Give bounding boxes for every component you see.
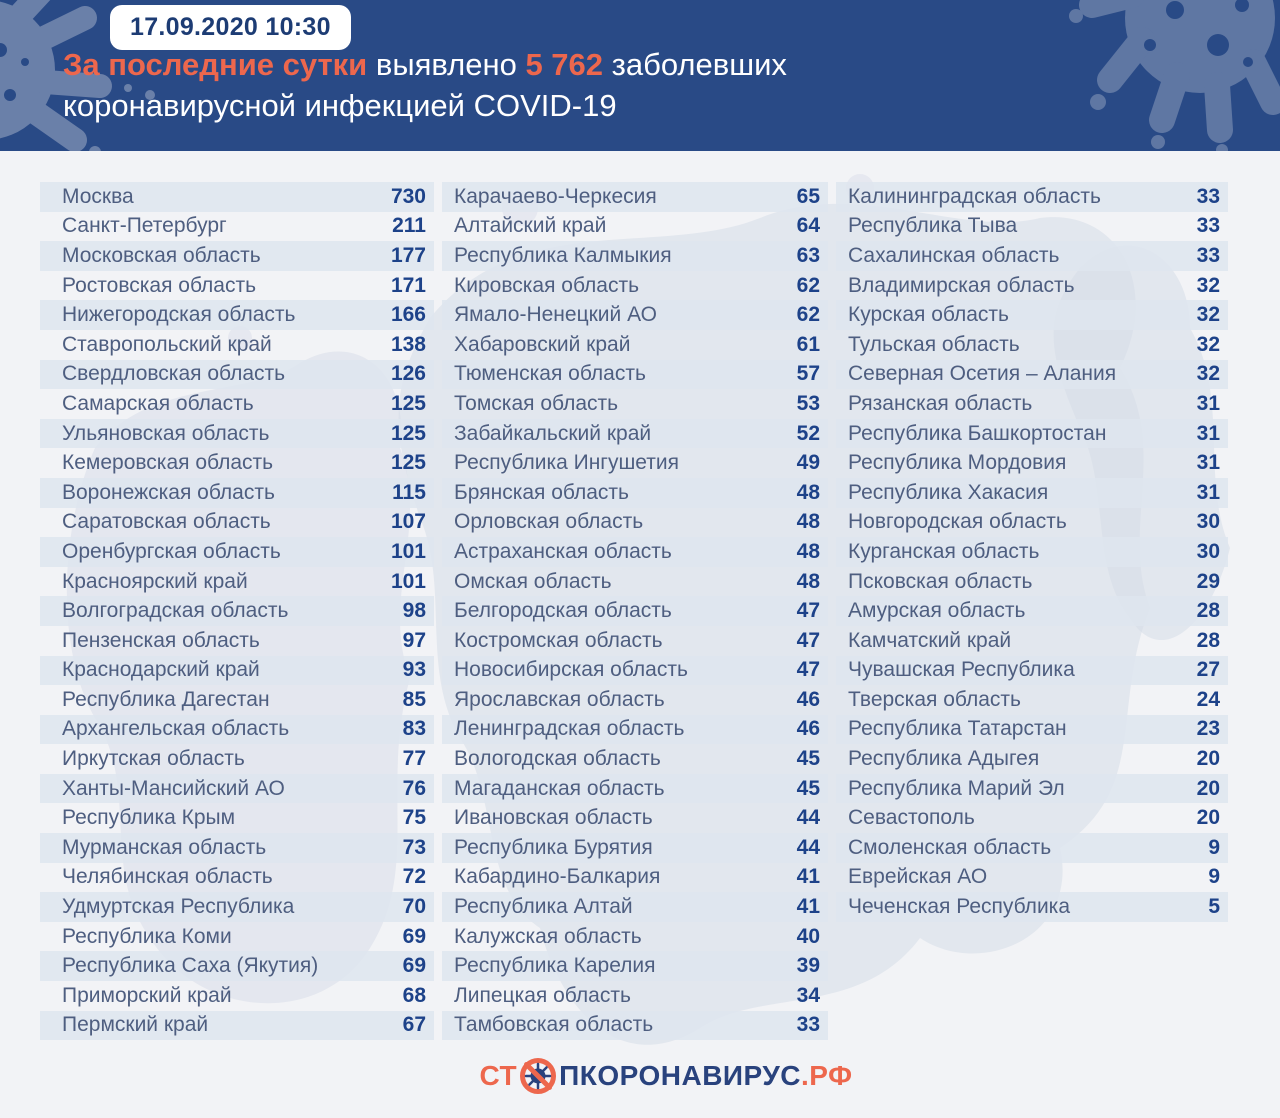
table-row (442, 774, 828, 804)
region-name: Астраханская область (454, 539, 672, 563)
region-value: 40 (796, 924, 820, 948)
region-value: 171 (390, 273, 426, 297)
table-row (442, 803, 828, 833)
region-name: Чувашская Республика (848, 658, 1075, 682)
region-value: 47 (796, 599, 820, 623)
table-row (442, 1011, 828, 1041)
region-name: Республика Калмыкия (454, 243, 672, 267)
table-row (442, 300, 828, 330)
region-value: 41 (796, 865, 820, 889)
region-name: Костромская область (454, 628, 663, 652)
region-name: Москва (62, 184, 134, 208)
region-value: 70 (402, 895, 426, 919)
table-row (40, 685, 434, 715)
region-name: Ростовская область (62, 273, 257, 297)
region-column (40, 182, 434, 1040)
region-name: Удмуртская Республика (62, 895, 295, 919)
region-value: 9 (1208, 835, 1220, 859)
table-row (442, 833, 828, 863)
table-row (40, 182, 434, 212)
table-row (836, 656, 1228, 686)
region-value: 31 (1196, 480, 1220, 504)
title-text-middle: выявлено (375, 47, 517, 82)
region-value: 23 (1196, 717, 1220, 741)
table-row (442, 330, 828, 360)
region-value: 32 (1196, 303, 1220, 327)
region-name: Воронежская область (62, 480, 275, 504)
region-value: 62 (796, 273, 820, 297)
region-name: Республика Хакасия (848, 480, 1049, 504)
region-name: Ивановская область (454, 806, 653, 830)
region-name: Республика Саха (Якутия) (62, 954, 319, 978)
region-name: Липецкая область (454, 983, 631, 1007)
region-value: 20 (1196, 776, 1220, 800)
region-value: 67 (402, 1013, 426, 1037)
region-value: 69 (402, 954, 426, 978)
region-name: Кировская область (454, 273, 640, 297)
region-name: Оренбургская область (62, 539, 281, 563)
region-value: 53 (796, 391, 820, 415)
region-value: 48 (796, 539, 820, 563)
table-row (442, 212, 828, 242)
region-name: Архангельская область (62, 717, 290, 741)
region-name: Томская область (454, 391, 619, 415)
table-row (836, 863, 1228, 893)
table-row (836, 626, 1228, 656)
table-row (40, 922, 434, 952)
region-name: Челябинская область (62, 865, 273, 889)
region-value: 20 (1196, 806, 1220, 830)
region-value: 138 (390, 332, 426, 356)
table-row (442, 863, 828, 893)
table-row (442, 389, 828, 419)
region-name: Амурская область (848, 599, 1026, 623)
region-value: 69 (402, 924, 426, 948)
region-value: 46 (796, 687, 820, 711)
region-value: 48 (796, 480, 820, 504)
region-value: 31 (1196, 421, 1220, 445)
region-name: Ставропольский край (62, 332, 272, 356)
region-value: 32 (1196, 332, 1220, 356)
region-value: 65 (796, 184, 820, 208)
region-value: 68 (402, 983, 426, 1007)
region-value: 49 (796, 451, 820, 475)
table-row (836, 803, 1228, 833)
region-value: 125 (390, 451, 426, 475)
region-name: Республика Алтай (454, 895, 633, 919)
table-row (836, 715, 1228, 745)
table-row (836, 241, 1228, 271)
title-line-1 (63, 44, 787, 85)
region-value: 33 (796, 1013, 820, 1037)
region-name: Республика Крым (62, 806, 236, 830)
region-name: Белгородская область (454, 599, 672, 623)
table-row (442, 744, 828, 774)
table-row (40, 833, 434, 863)
region-name: Кабардино-Балкария (454, 865, 661, 889)
table-row (442, 478, 828, 508)
table-row (40, 626, 434, 656)
region-name: Калининградская область (848, 184, 1101, 208)
table-row (836, 774, 1228, 804)
region-value: 62 (796, 303, 820, 327)
region-name: Вологодская область (454, 747, 661, 771)
region-value: 47 (796, 658, 820, 682)
region-value: 98 (402, 599, 426, 623)
region-value: 32 (1196, 273, 1220, 297)
region-value: 33 (1196, 243, 1220, 267)
region-name: Калужская область (454, 924, 642, 948)
region-value: 28 (1196, 628, 1220, 652)
region-name: Севастополь (848, 806, 975, 830)
table-row (40, 271, 434, 301)
table-row (836, 685, 1228, 715)
region-name: Северная Осетия – Алания (848, 362, 1117, 386)
title-line-2: коронавирусной инфекцией COVID-19 (63, 88, 617, 123)
region-name: Краснодарский край (62, 658, 260, 682)
region-name: Рязанская область (848, 391, 1033, 415)
table-row (442, 685, 828, 715)
table-row (836, 389, 1228, 419)
region-name: Ханты-Мансийский АО (62, 776, 285, 800)
table-row (40, 360, 434, 390)
region-name: Орловская область (454, 510, 644, 534)
logo-domain: .РФ (800, 1060, 853, 1091)
table-row (40, 744, 434, 774)
region-name: Ульяновская область (62, 421, 270, 445)
table-row (836, 271, 1228, 301)
table-row (442, 656, 828, 686)
table-row (836, 833, 1228, 863)
table-row (40, 774, 434, 804)
table-row (836, 744, 1228, 774)
region-name: Республика Тыва (848, 214, 1018, 238)
table-row (836, 182, 1228, 212)
table-row (40, 892, 434, 922)
region-name: Мурманская область (62, 835, 267, 859)
table-row (836, 419, 1228, 449)
region-name: Тамбовская область (454, 1013, 654, 1037)
table-row (40, 212, 434, 242)
region-name: Волгоградская область (62, 599, 289, 623)
region-value: 46 (796, 717, 820, 741)
region-value: 85 (402, 687, 426, 711)
stopcoronavirus-logo (480, 1056, 853, 1096)
region-value: 52 (796, 421, 820, 445)
region-name: Забайкальский край (454, 421, 652, 445)
region-value: 97 (402, 628, 426, 652)
region-name: Свердловская область (62, 362, 286, 386)
region-name: Республика Татарстан (848, 717, 1067, 741)
region-value: 41 (796, 895, 820, 919)
table-row (40, 448, 434, 478)
table-row (836, 478, 1228, 508)
region-value: 83 (402, 717, 426, 741)
region-name: Саратовская область (62, 510, 271, 534)
region-name: Владимирская область (848, 273, 1075, 297)
region-name: Кемеровская область (62, 451, 274, 475)
footer (0, 1056, 1280, 1096)
region-name: Псковская область (848, 569, 1033, 593)
regions-table (40, 182, 1228, 1040)
logo-prefix: СТ (479, 1060, 518, 1091)
table-row (442, 241, 828, 271)
region-value: 76 (402, 776, 426, 800)
region-value: 30 (1196, 539, 1220, 563)
region-name: Санкт-Петербург (62, 214, 227, 238)
table-row (442, 448, 828, 478)
table-row (836, 537, 1228, 567)
region-value: 101 (390, 569, 426, 593)
region-value: 27 (1196, 658, 1220, 682)
region-name: Брянская область (454, 480, 629, 504)
table-row (40, 241, 434, 271)
region-name: Курская область (848, 303, 1009, 327)
table-row (442, 596, 828, 626)
region-name: Республика Коми (62, 924, 232, 948)
region-value: 177 (390, 243, 426, 267)
region-value: 61 (796, 332, 820, 356)
region-value: 20 (1196, 747, 1220, 771)
table-row (836, 508, 1228, 538)
table-row (442, 626, 828, 656)
region-name: Республика Мордовия (848, 451, 1067, 475)
table-row (40, 537, 434, 567)
region-value: 126 (390, 362, 426, 386)
region-name: Московская область (62, 243, 261, 267)
region-name: Республика Дагестан (62, 687, 270, 711)
page-title (63, 44, 787, 126)
region-name: Магаданская область (454, 776, 665, 800)
region-name: Ленинградская область (454, 717, 685, 741)
region-name: Еврейская АО (848, 865, 988, 889)
region-name: Хабаровский край (454, 332, 631, 356)
table-row (442, 419, 828, 449)
table-row (442, 981, 828, 1011)
region-name: Тульская область (848, 332, 1020, 356)
region-name: Пермский край (62, 1013, 209, 1037)
region-value: 107 (390, 510, 426, 534)
region-name: Самарская область (62, 391, 254, 415)
region-name: Тверская область (848, 687, 1021, 711)
title-highlight-count: 5 762 (525, 47, 604, 82)
table-row (442, 360, 828, 390)
region-name: Иркутская область (62, 747, 245, 771)
no-virus-icon (518, 1056, 558, 1096)
table-row (40, 389, 434, 419)
region-value: 44 (796, 806, 820, 830)
region-name: Чеченская Республика (848, 895, 1070, 919)
region-value: 48 (796, 569, 820, 593)
region-name: Республика Карелия (454, 954, 656, 978)
table-row (40, 330, 434, 360)
region-name: Омская область (454, 569, 612, 593)
region-value: 24 (1196, 687, 1220, 711)
region-value: 29 (1196, 569, 1220, 593)
region-name: Приморский край (62, 983, 232, 1007)
region-name: Республика Ингушетия (454, 451, 680, 475)
region-name: Республика Марий Эл (848, 776, 1065, 800)
virus-splat-right-icon (990, 0, 1280, 151)
table-row (836, 360, 1228, 390)
table-row (442, 715, 828, 745)
region-name: Пензенская область (62, 628, 260, 652)
region-value: 9 (1208, 865, 1220, 889)
table-row (40, 863, 434, 893)
table-row (40, 300, 434, 330)
table-row (40, 419, 434, 449)
title-highlight-period: За последние сутки (63, 47, 368, 82)
region-name: Карачаево-Черкесия (454, 184, 657, 208)
table-row (40, 478, 434, 508)
region-value: 72 (402, 865, 426, 889)
table-row (40, 1011, 434, 1041)
region-name: Смоленская область (848, 835, 1052, 859)
table-row (40, 596, 434, 626)
region-value: 44 (796, 835, 820, 859)
table-row (836, 330, 1228, 360)
table-row (442, 922, 828, 952)
table-row (836, 596, 1228, 626)
region-name: Новосибирская область (454, 658, 688, 682)
table-row (442, 567, 828, 597)
region-value: 125 (390, 421, 426, 445)
table-row (40, 803, 434, 833)
region-value: 33 (1196, 214, 1220, 238)
region-name: Камчатский край (848, 628, 1012, 652)
region-value: 47 (796, 628, 820, 652)
region-column (442, 182, 828, 1040)
region-value: 28 (1196, 599, 1220, 623)
table-row (40, 656, 434, 686)
table-row (442, 271, 828, 301)
region-value: 39 (796, 954, 820, 978)
region-value: 64 (796, 214, 820, 238)
region-name: Красноярский край (62, 569, 248, 593)
region-value: 45 (796, 747, 820, 771)
table-row (836, 300, 1228, 330)
region-value: 5 (1208, 895, 1220, 919)
table-row (40, 715, 434, 745)
region-value: 77 (402, 747, 426, 771)
region-value: 34 (796, 983, 820, 1007)
table-row (442, 537, 828, 567)
region-column (836, 182, 1228, 922)
table-row (836, 567, 1228, 597)
region-name: Алтайский край (454, 214, 607, 238)
region-value: 73 (402, 835, 426, 859)
region-name: Сахалинская область (848, 243, 1060, 267)
table-row (836, 212, 1228, 242)
table-row (442, 508, 828, 538)
region-name: Новгородская область (848, 510, 1067, 534)
region-value: 48 (796, 510, 820, 534)
region-value: 31 (1196, 391, 1220, 415)
table-row (40, 508, 434, 538)
title-text-end: заболевших (611, 47, 787, 82)
region-name: Республика Бурятия (454, 835, 653, 859)
table-row (40, 981, 434, 1011)
date-badge-text: 17.09.2020 10:30 (130, 13, 331, 41)
region-value: 45 (796, 776, 820, 800)
table-row (40, 567, 434, 597)
region-value: 31 (1196, 451, 1220, 475)
region-value: 32 (1196, 362, 1220, 386)
table-row (836, 892, 1228, 922)
table-row (442, 951, 828, 981)
region-name: Нижегородская область (62, 303, 296, 327)
region-value: 166 (390, 303, 426, 327)
region-value: 101 (390, 539, 426, 563)
region-name: Ямало-Ненецкий АО (454, 303, 657, 327)
header (0, 0, 1280, 151)
region-value: 75 (402, 806, 426, 830)
region-name: Курганская область (848, 539, 1040, 563)
region-value: 211 (392, 214, 426, 238)
region-value: 63 (796, 243, 820, 267)
region-value: 57 (796, 362, 820, 386)
table-row (40, 951, 434, 981)
table-row (442, 892, 828, 922)
region-name: Республика Башкортостан (848, 421, 1107, 445)
logo-text: ПКОРОНАВИРУС (559, 1060, 801, 1091)
table-row (442, 182, 828, 212)
region-value: 125 (390, 391, 426, 415)
table-row (836, 448, 1228, 478)
region-value: 730 (390, 184, 426, 208)
region-name: Тюменская область (454, 362, 646, 386)
region-value: 115 (392, 480, 426, 504)
region-name: Республика Адыгея (848, 747, 1040, 771)
region-name: Ярославская область (454, 687, 665, 711)
region-value: 30 (1196, 510, 1220, 534)
region-value: 93 (402, 658, 426, 682)
region-value: 33 (1196, 184, 1220, 208)
